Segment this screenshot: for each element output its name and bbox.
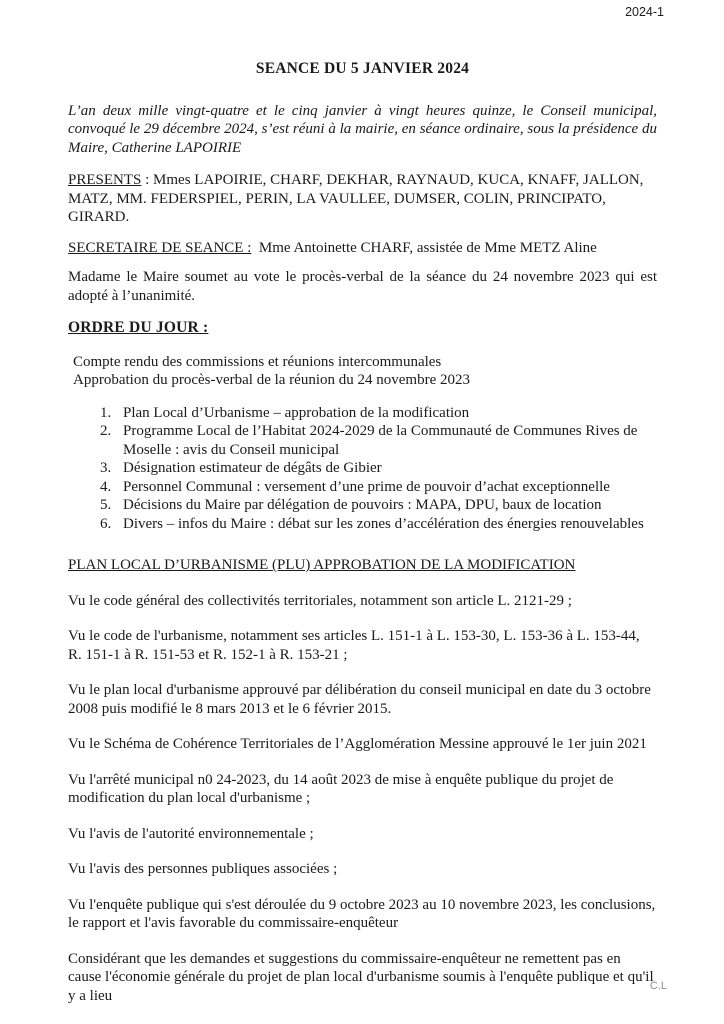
page-number: 2024-1: [625, 5, 664, 19]
vu-paragraph: Vu l'avis de l'autorité environnementale ;: [68, 825, 314, 842]
considerant-paragraph: Considérant que les demandes et suggestions du commissaire-enquêteur ne remettent pas en cause l'économie générale du projet de plan local d'urbanisme soumis à l'enquête publique et qu'il y a lieu: [68, 950, 654, 1004]
intro-paragraph: L’an deux mille vingt-quatre et le cinq janvier à vingt heures quinze, le Conseil municipal, convoqué le 29 décembre 2024, s’est réuni à la mairie, en séance ordinaire, sous la présidence du Maire, Catherine LAPOIRIE: [68, 102, 657, 156]
vu-paragraph: Vu l'avis des personnes publiques associées ;: [68, 861, 338, 877]
secretaire-paragraph: [68, 239, 657, 258]
vu-paragraph: Vu l'enquête publique qui s'est déroulée du 9 octobre 2023 au 10 novembre 2023, les conclusions, le rapport et l'avis favorable du commissaire-enquêteur: [68, 896, 656, 931]
agenda-item: 1. Plan Local d’Urbanisme – approbation de la modification: [115, 404, 657, 423]
agenda-list: [68, 404, 657, 534]
ordre-du-jour-heading: ORDRE DU JOUR :: [68, 319, 209, 336]
secretaire-label: SECRETAIRE DE SEANCE :: [68, 239, 252, 256]
ordre-intro: [68, 353, 657, 390]
agenda-item: 5. Décisions du Maire par délégation de pouvoirs : MAPA, DPU, baux de location: [115, 496, 657, 515]
vu-paragraph: Vu le Schéma de Cohérence Territoriales de l’Agglomération Messine approuvé le 1er juin 2021: [68, 736, 647, 752]
vu-paragraph: Vu l'arrêté municipal n0 24-2023, du 14 août 2023 de mise à enquête publique du projet de modification du plan local d'urbanisme ;: [68, 771, 614, 806]
agenda-item: 3. Désignation estimateur de dégâts de Gibier: [115, 459, 657, 478]
vu-paragraph: Vu le code de l'urbanisme, notamment ses articles L. 151-1 à L. 153-30, L. 153-36 à L. 153-44, R. 151-1 à R. 151-53 et R. 152-1 à R. 153-21 ;: [68, 628, 640, 663]
presents-paragraph: [68, 171, 657, 227]
plu-section-heading: PLAN LOCAL D’URBANISME (PLU) APPROBATION DE LA MODIFICATION: [68, 557, 576, 573]
document-title: SEANCE DU 5 JANVIER 2024: [255, 60, 470, 77]
agenda-item: 4. Personnel Communal : versement d’une prime de pouvoir d’achat exceptionnelle: [115, 478, 657, 497]
vu-paragraph: Vu le plan local d'urbanisme approuvé par délibération du conseil municipal en date du 3 octobre 2008 puis modifié le 8 mars 2013 et le 6 février 2015.: [68, 682, 651, 717]
footer-initials: C.L: [649, 980, 667, 992]
ordre-intro-line: Approbation du procès-verbal de la réunion du 24 novembre 2023: [73, 372, 470, 388]
presents-list: : Mmes LAPOIRIE, CHARF, DEKHAR, RAYNAUD, KUCA, KNAFF, JALLON, MATZ, MM. FEDERSPIEL, PERIN, LA VAULLEE, DUMSER, COLIN, PRINCIPATO, GIRARD.: [68, 172, 644, 225]
pv-approval-paragraph: Madame le Maire soumet au vote le procès-verbal de la séance du 24 novembre 2023 qui est adopté à l’unanimité.: [68, 269, 657, 304]
agenda-item: 6. Divers – infos du Maire : débat sur les zones d’accélération des énergies renouvelables: [115, 515, 657, 534]
vu-paragraph: Vu le code général des collectivités territoriales, notamment son article L. 2121-29 ;: [68, 592, 572, 609]
agenda-item: 2. Programme Local de l’Habitat 2024-2029 de la Communauté de Communes Rives de Moselle : avis du Conseil municipal: [115, 422, 657, 459]
ordre-intro-line: Compte rendu des commissions et réunions intercommunales: [73, 353, 442, 370]
secretaire-text: Mme Antoinette CHARF, assistée de Mme METZ Aline: [251, 239, 597, 256]
presents-label: PRESENTS: [68, 172, 142, 188]
